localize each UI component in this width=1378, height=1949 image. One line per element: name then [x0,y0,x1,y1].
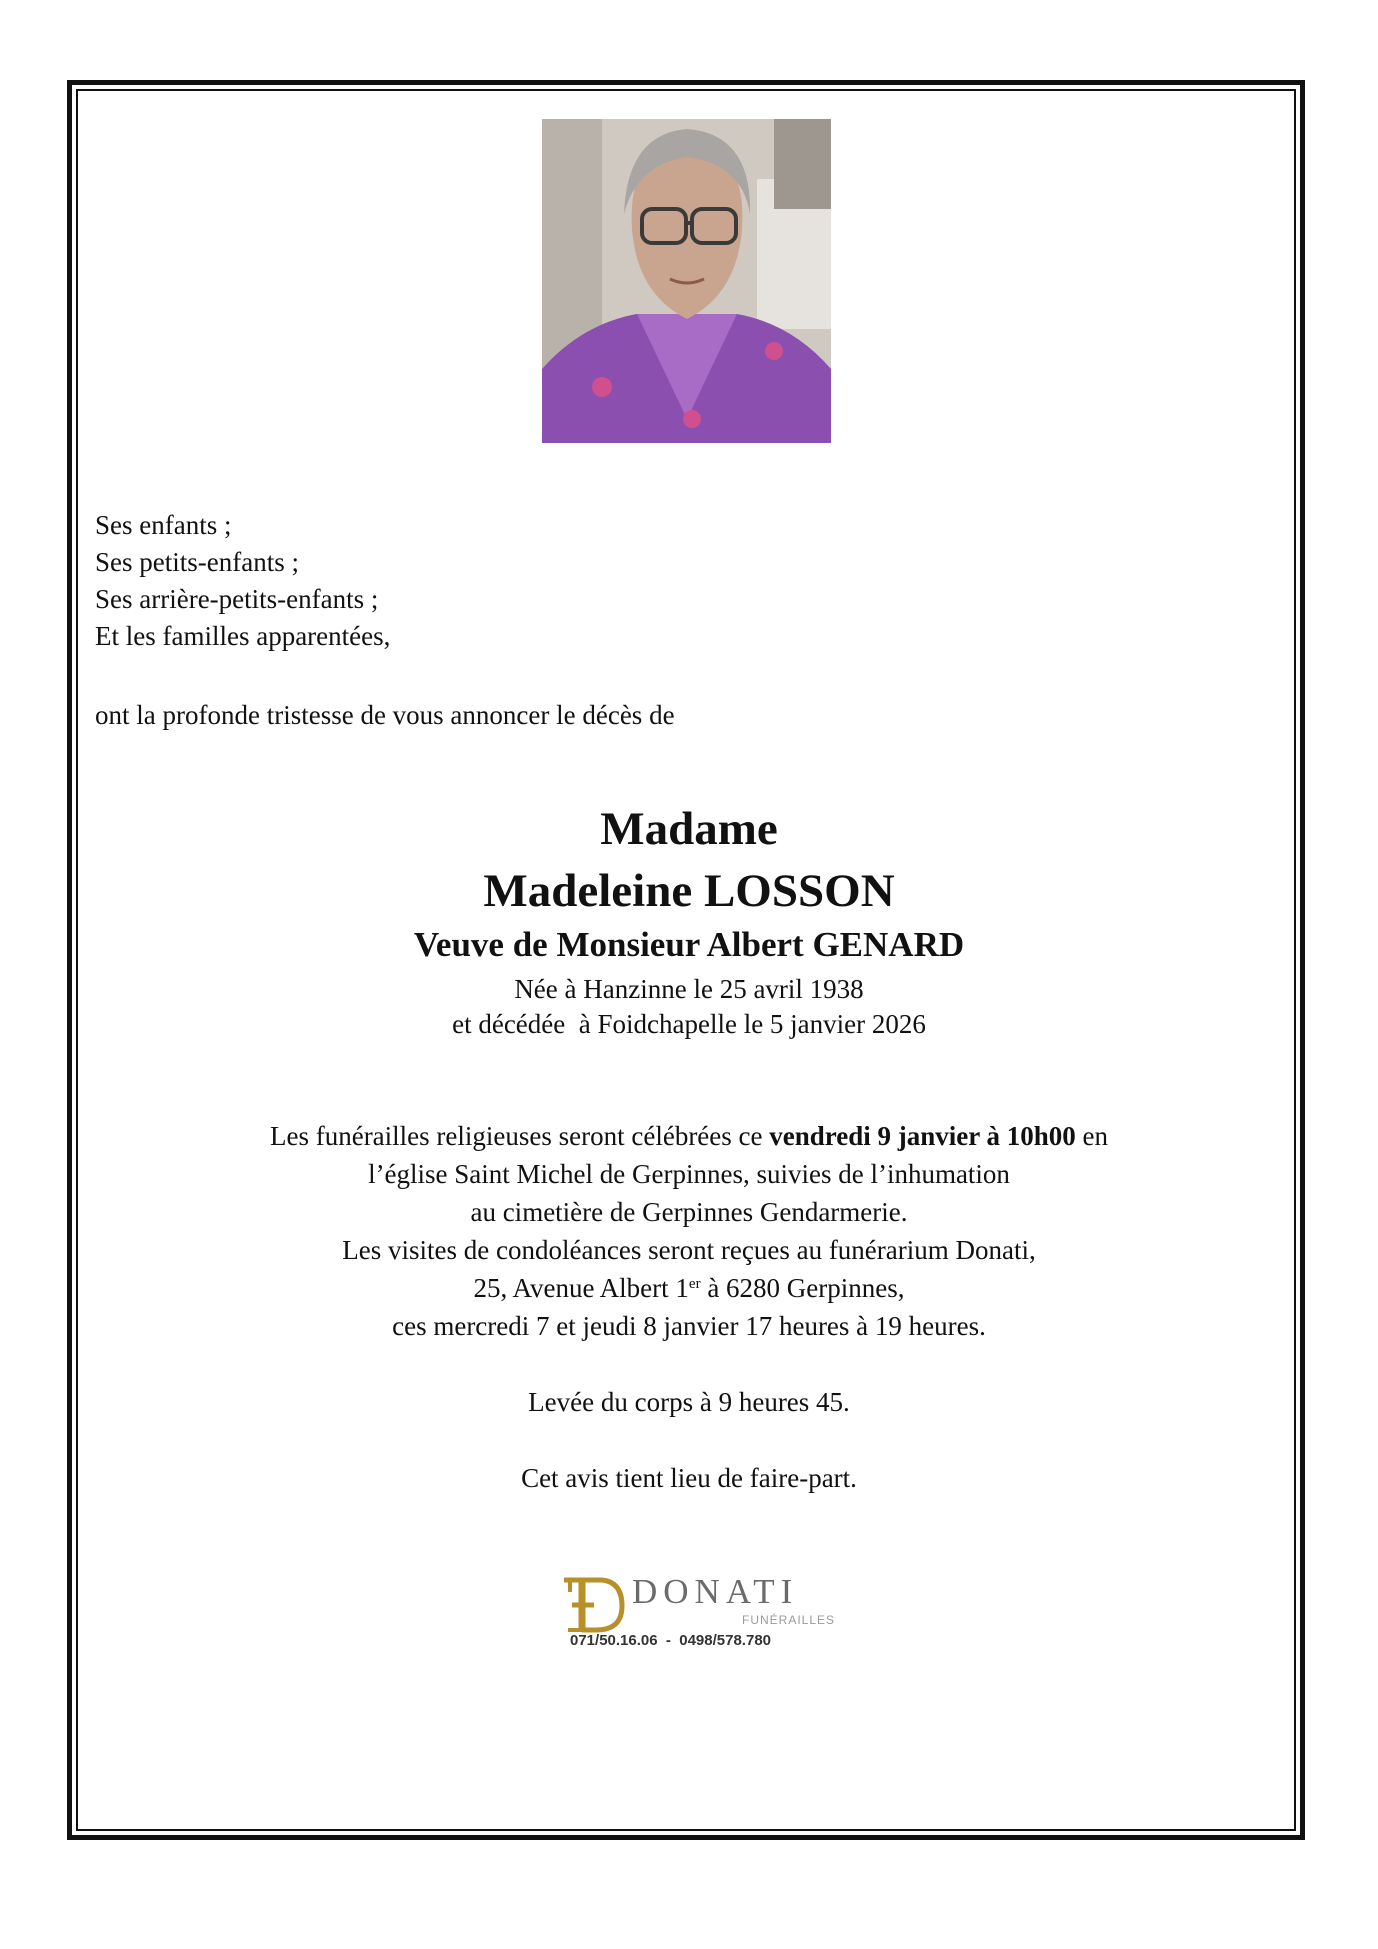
funeral-text: en [1075,1121,1109,1151]
family-list [95,507,390,655]
deceased-name: Madeleine LOSSON [483,865,895,917]
address-text: 25, Avenue Albert 1 [473,1273,689,1303]
funeral-line-5 [80,1269,1298,1307]
funeral-line-6: ces mercredi 7 et jeudi 8 janvier 17 heures à 19 heures. [392,1311,986,1341]
funeral-details [80,1117,1298,1345]
birth-info: Née à Hanzinne le 25 avril 1938 [514,974,864,1004]
death-info: et décédée à Foidchapelle le 5 janvier 2026 [452,1009,926,1039]
family-line: Ses petits-enfants ; [95,547,299,577]
address-text: à 6280 Gerpinnes, [700,1273,905,1303]
portrait-photo [542,119,831,443]
honorific: Madame [600,803,778,855]
funeral-line-3: au cimetière de Gerpinnes Gendarmerie. [470,1197,908,1227]
donati-monogram-icon [556,1572,626,1634]
widow-of: Veuve de Monsieur Albert GENARD [413,925,965,964]
logo-subtitle: FUNÉRAILLES [742,1613,836,1627]
levee-du-corps: Levée du corps à 9 heures 45. [528,1387,850,1417]
announcement-intro: ont la profonde tristesse de vous annoncer le décès de [95,700,675,730]
logo-wordmark: DONATI [632,1572,799,1611]
donati-logo [556,1570,836,1660]
ordinal-suffix: er [688,1276,701,1292]
funeral-line-2: l’église Saint Michel de Gerpinnes, suivies de l’inhumation [368,1159,1010,1189]
family-line: Et les familles apparentées, [95,621,391,651]
family-line: Ses enfants ; [95,510,232,540]
funeral-line-4: Les visites de condoléances seront reçues au funérarium Donati, [342,1235,1036,1265]
funeral-date-time: vendredi 9 janvier à 10h00 [769,1121,1076,1151]
faire-part-notice: Cet avis tient lieu de faire-part. [521,1463,857,1493]
funeral-line-1 [80,1117,1298,1155]
family-line: Ses arrière-petits-enfants ; [95,584,379,614]
logo-phone-numbers: 071/50.16.06 - 0498/578.780 [570,1632,772,1649]
funeral-text: Les funérailles religieuses seront célébrées ce [269,1121,770,1151]
